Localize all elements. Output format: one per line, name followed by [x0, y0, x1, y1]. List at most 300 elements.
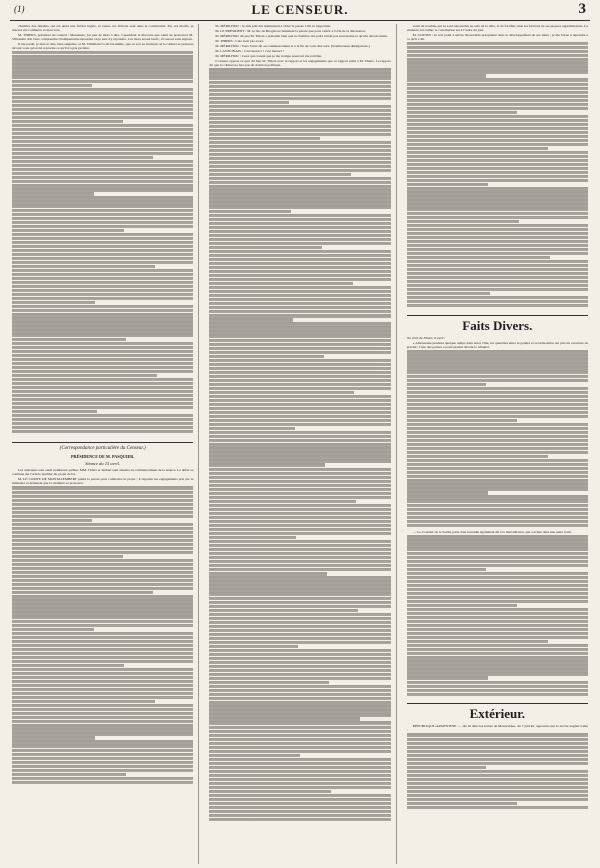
- text-line: [209, 185, 390, 188]
- text-line: [209, 367, 390, 370]
- text-line: [12, 620, 193, 623]
- text-line: [12, 152, 193, 155]
- text-line: [209, 713, 390, 716]
- text-line: [209, 290, 390, 293]
- text-line: [209, 153, 390, 156]
- text-line: [12, 523, 193, 526]
- text-line: [407, 802, 518, 805]
- text-line: [209, 250, 390, 253]
- text-line: [12, 418, 193, 421]
- text-line: [12, 253, 193, 256]
- text-line: [407, 628, 588, 631]
- text-line: [12, 204, 193, 207]
- text-line: [209, 286, 390, 289]
- text-block: [12, 486, 193, 786]
- text-line: [12, 595, 193, 598]
- text-line: [407, 512, 588, 515]
- text-line: [209, 407, 390, 410]
- text-line: [407, 742, 588, 745]
- text-line: [407, 539, 588, 542]
- text-line: [209, 129, 390, 132]
- text-line: [12, 386, 193, 389]
- text-line: [12, 265, 155, 268]
- text-line: [407, 50, 588, 53]
- text-line: [12, 495, 193, 498]
- text-line: [12, 249, 193, 252]
- text-line: [407, 83, 588, 86]
- text-line: [407, 135, 588, 138]
- text-line: [407, 443, 588, 446]
- text-line: [12, 761, 193, 764]
- text-line: [209, 278, 390, 281]
- text-line: [12, 196, 193, 199]
- text-line: [407, 236, 588, 239]
- text-line: [209, 681, 329, 684]
- text-line: [407, 423, 588, 426]
- text-line: [12, 168, 193, 171]
- text-line: [209, 641, 390, 644]
- text-line: [12, 555, 123, 558]
- text-line: [407, 455, 548, 458]
- text-line: [12, 777, 193, 780]
- text-line: [209, 314, 390, 317]
- text-line: [407, 451, 588, 454]
- text-line: [407, 576, 588, 579]
- text-line: [407, 195, 588, 198]
- text-line: [209, 778, 390, 781]
- text-line: [12, 728, 193, 731]
- text-line: [12, 700, 155, 703]
- text-line: [407, 778, 588, 781]
- text-line: [209, 568, 390, 571]
- text-line: [407, 483, 588, 486]
- text-line: [209, 564, 390, 567]
- text-line: [407, 280, 588, 283]
- text-line: [12, 144, 193, 147]
- text-line: [407, 499, 588, 502]
- text-line: [407, 612, 588, 615]
- text-line: [209, 762, 390, 765]
- text-line: [209, 774, 390, 777]
- text-line: [12, 398, 193, 401]
- text-line: [407, 399, 588, 402]
- text-line: [12, 213, 193, 216]
- text-line: [12, 394, 193, 397]
- text-line: [209, 431, 390, 434]
- text-line: [12, 229, 124, 232]
- text-line: [12, 724, 193, 727]
- column-right: [407, 24, 588, 864]
- text-line: [209, 415, 390, 418]
- column-middle: [209, 24, 396, 864]
- section-rule: [12, 442, 193, 443]
- text-line: [407, 660, 588, 663]
- text-line: [407, 572, 588, 575]
- text-line: [209, 572, 327, 575]
- text-line: [407, 383, 487, 386]
- text-line: [407, 143, 588, 146]
- text-line: [407, 644, 588, 647]
- text-line: [12, 233, 193, 236]
- text-line: [407, 268, 588, 271]
- article-paragraph: M. THIERS : Cela n'est pas exact.: [215, 39, 264, 44]
- text-line: [12, 527, 193, 530]
- text-line: [12, 664, 124, 667]
- article-paragraph: « Amoureuse pendant quelque temps dans notre ville, les querelles entre le gendre et sa belle-mère ont pris un caractère de gravité ; l'une des parties a porté plainte devant le tribunal.: [406, 341, 588, 350]
- text-line: [407, 491, 489, 494]
- text-line: [12, 696, 193, 699]
- text-line: [12, 765, 193, 768]
- article-paragraph: M. MÉRILHOU : Ceux qui croient que je me trompe pourront me rectifier.: [215, 54, 323, 59]
- text-line: [209, 157, 390, 160]
- text-line: [12, 374, 157, 377]
- text-line: [407, 248, 588, 251]
- text-line: [407, 547, 588, 550]
- text-line: [209, 89, 390, 92]
- text-line: [209, 347, 390, 350]
- text-line: [407, 608, 588, 611]
- text-line: [407, 203, 588, 206]
- text-line: [407, 46, 588, 49]
- text-line: [407, 131, 588, 134]
- text-line: [209, 419, 390, 422]
- text-line: [12, 688, 193, 691]
- text-line: [209, 504, 390, 507]
- text-line: [209, 230, 390, 233]
- text-line: [12, 531, 193, 534]
- article-paragraph: M. MÉRILHOU : Vous l'avez dit au commencement et à la fin de votre discours. (Nombreuses dénégations.): [215, 44, 370, 49]
- text-line: [209, 169, 390, 172]
- text-line: [209, 512, 390, 515]
- text-line: [407, 139, 588, 142]
- illegible-text: [209, 68, 390, 828]
- text-block: [407, 535, 588, 700]
- text-line: [12, 293, 193, 296]
- text-line: [209, 246, 321, 249]
- text-line: [209, 480, 390, 483]
- chamber-heading: PRÉSIDENCE DE M. PASQUIER.: [71, 454, 135, 460]
- text-line: [12, 188, 193, 191]
- text-line: [12, 773, 126, 776]
- illegible-text: [12, 486, 193, 786]
- text-line: [209, 584, 390, 587]
- text-line: [407, 556, 588, 559]
- article-paragraph: M. LE PRÉSIDENT : M. le duc de Broglie ne demande la parole que pour ouvrir à la fin de la discussion.: [215, 29, 366, 34]
- text-line: [209, 536, 296, 539]
- text-line: [407, 411, 588, 414]
- illegible-text: [12, 51, 193, 439]
- text-line: [12, 575, 193, 578]
- text-line: [12, 539, 193, 542]
- text-line: [12, 563, 193, 566]
- section-rule: [407, 703, 588, 704]
- text-line: [209, 222, 390, 225]
- text-line: [209, 447, 390, 450]
- text-line: [209, 173, 350, 176]
- text-line: [12, 366, 193, 369]
- section-rule: [407, 315, 588, 316]
- text-line: [407, 524, 588, 527]
- text-line: [12, 59, 193, 62]
- text-line: [407, 758, 588, 761]
- text-line: [209, 72, 390, 75]
- text-line: [209, 532, 390, 535]
- text-line: [12, 579, 193, 582]
- text-line: [12, 680, 193, 683]
- text-line: [407, 543, 588, 546]
- session-date: Séance du 15 avril.: [85, 461, 121, 467]
- text-line: [209, 528, 390, 531]
- text-line: [12, 712, 193, 715]
- text-line: [407, 487, 588, 490]
- text-line: [12, 370, 193, 373]
- text-line: [12, 583, 193, 586]
- text-line: [407, 419, 518, 422]
- text-line: [209, 633, 390, 636]
- text-line: [12, 124, 193, 127]
- dateline: On écrit de Nîmes, 9 avril :: [406, 336, 446, 341]
- text-line: [12, 108, 193, 111]
- text-line: [12, 241, 193, 244]
- text-line: [12, 176, 193, 179]
- text-line: [407, 167, 588, 170]
- text-line: [12, 221, 193, 224]
- text-line: [407, 123, 588, 126]
- text-line: [407, 91, 588, 94]
- text-line: [209, 605, 390, 608]
- text-line: [407, 58, 588, 61]
- text-line: [209, 750, 390, 753]
- text-line: [12, 503, 193, 506]
- text-line: [209, 266, 390, 269]
- text-line: [209, 814, 390, 817]
- text-line: [209, 226, 390, 229]
- illegible-text: [407, 733, 588, 813]
- text-line: [209, 516, 390, 519]
- text-line: [12, 426, 193, 429]
- text-line: [209, 613, 390, 616]
- text-line: [209, 730, 390, 733]
- text-line: [209, 746, 390, 749]
- text-line: [407, 163, 588, 166]
- text-line: [12, 84, 92, 87]
- text-line: [407, 552, 588, 555]
- text-line: [209, 806, 390, 809]
- text-line: [12, 285, 193, 288]
- text-line: [209, 383, 390, 386]
- text-line: [209, 721, 390, 724]
- text-line: [407, 260, 588, 263]
- text-line: [407, 74, 487, 77]
- text-line: [209, 697, 390, 700]
- text-line: [407, 379, 588, 382]
- text-line: [12, 237, 193, 240]
- exterieur-heading: Extérieur.: [469, 706, 526, 722]
- text-line: [209, 105, 390, 108]
- text-line: [407, 171, 588, 174]
- text-line: [407, 70, 588, 73]
- text-line: [407, 387, 588, 390]
- article-paragraph: M. LE COMTE DE MONTALEMBERT prend la parole pour combattre le projet ; il rappelle les engagements pris par le ministère et demande que la chambre se prononce.: [12, 477, 194, 486]
- text-line: [12, 511, 193, 514]
- text-line: [407, 159, 588, 162]
- text-line: [407, 276, 588, 279]
- text-line: [209, 653, 390, 656]
- text-line: [407, 207, 588, 210]
- masthead: LE CENSEUR.: [251, 2, 349, 17]
- text-line: [209, 665, 390, 668]
- text-line: [12, 261, 193, 264]
- text-line: [209, 726, 390, 729]
- text-line: [209, 85, 390, 88]
- column-left: [12, 24, 199, 864]
- text-line: [209, 97, 390, 100]
- text-line: [12, 519, 92, 522]
- text-line: [12, 342, 193, 345]
- text-line: [12, 486, 193, 489]
- text-line: [209, 375, 390, 378]
- text-line: [209, 705, 390, 708]
- text-line: [407, 600, 588, 603]
- text-line: [407, 689, 588, 692]
- text-line: [209, 508, 390, 511]
- text-line: [407, 292, 490, 295]
- text-line: [209, 766, 390, 769]
- text-line: [12, 692, 193, 695]
- text-line: [407, 648, 588, 651]
- text-line: [12, 644, 193, 647]
- text-line: [407, 798, 588, 801]
- text-line: [209, 758, 390, 761]
- text-line: [209, 609, 358, 612]
- text-line: [12, 615, 193, 618]
- text-line: [12, 333, 193, 336]
- text-line: [407, 604, 518, 607]
- text-line: [209, 689, 390, 692]
- text-line: [12, 422, 193, 425]
- text-line: [209, 145, 390, 148]
- text-line: [12, 551, 193, 554]
- text-line: [209, 193, 390, 196]
- text-line: [12, 587, 193, 590]
- illegible-text: [407, 535, 588, 700]
- text-line: [209, 709, 390, 712]
- text-line: [407, 220, 519, 223]
- text-line: [209, 133, 390, 136]
- text-line: [12, 753, 193, 756]
- text-line: [407, 300, 588, 303]
- text-line: [407, 288, 588, 291]
- text-line: [209, 459, 390, 462]
- text-line: [12, 358, 193, 361]
- text-line: [12, 281, 193, 284]
- text-line: [12, 684, 193, 687]
- text-line: [12, 112, 193, 115]
- text-line: [12, 92, 193, 95]
- text-line: [209, 802, 390, 805]
- text-line: [209, 177, 390, 180]
- text-line: [209, 592, 390, 595]
- text-line: [407, 439, 588, 442]
- text-line: [209, 552, 390, 555]
- text-line: [209, 189, 390, 192]
- text-line: [407, 370, 588, 373]
- text-line: [209, 294, 390, 297]
- text-line: [12, 51, 193, 54]
- text-line: [407, 252, 588, 255]
- text-line: [407, 175, 588, 178]
- text-line: [407, 103, 588, 106]
- text-line: [209, 210, 291, 213]
- text-line: [209, 113, 390, 116]
- page-header: [10, 2, 590, 21]
- text-line: [407, 111, 518, 114]
- text-line: [407, 179, 588, 182]
- article-paragraph: M. THIERS, président du conseil : Messieurs, j'ai peu de mots à dire. Cependant le discours que vient de prononcer M. Villemain doit faire comprendre l'indispensable nécessité où je suis d'y répondre. Ces mots seront brefs ; ils seront sans aigreur.: [12, 33, 194, 42]
- text-line: [407, 535, 588, 538]
- text-line: [407, 232, 588, 235]
- text-line: [407, 685, 588, 688]
- text-line: [209, 693, 390, 696]
- text-line: [209, 524, 390, 527]
- text-line: [12, 362, 193, 365]
- text-line: [407, 467, 588, 470]
- faits-divers-heading: Faits Divers.: [462, 318, 533, 334]
- text-line: [209, 810, 390, 813]
- text-line: [209, 754, 300, 757]
- text-line: [12, 325, 193, 328]
- article-paragraph: — Le Courrier de la Sarthe parle d'un incendie également dû à la malveillance, qui a éclaté dans une autre forêt.: [412, 530, 572, 535]
- text-line: [209, 355, 323, 358]
- text-line: [407, 693, 588, 696]
- text-line: [209, 218, 390, 221]
- text-line: [209, 161, 390, 164]
- page-number: 3: [578, 1, 586, 17]
- text-line: [407, 592, 588, 595]
- text-line: [209, 125, 390, 128]
- text-line: [12, 607, 193, 610]
- text-line: [209, 455, 390, 458]
- text-line: [12, 535, 193, 538]
- text-line: [12, 515, 193, 518]
- text-line: [407, 774, 588, 777]
- text-line: [407, 754, 588, 757]
- text-line: [209, 306, 390, 309]
- text-line: [407, 358, 588, 361]
- text-line: [12, 88, 193, 91]
- text-line: [12, 769, 193, 772]
- text-line: [12, 402, 193, 405]
- text-line: [209, 701, 390, 704]
- text-line: [12, 603, 193, 606]
- text-line: [407, 391, 588, 394]
- text-line: [12, 71, 193, 74]
- text-line: [12, 80, 193, 83]
- text-line: [12, 100, 193, 103]
- text-line: [407, 431, 588, 434]
- text-line: [209, 488, 390, 491]
- text-line: [209, 669, 390, 672]
- text-line: [12, 321, 193, 324]
- article-paragraph: L'orateur oppose ce qu'a dit hier M. Thiers avec le rapport et les engagements que ce rapport prête à M. Thiers. Le rapport dit que le cabinet ne fera pas de dotation politique.: [209, 59, 391, 68]
- text-line: [12, 128, 193, 131]
- text-line: [407, 127, 588, 130]
- text-line: [209, 201, 390, 204]
- text-line: [209, 580, 390, 583]
- text-line: [12, 611, 193, 614]
- text-line: [407, 415, 588, 418]
- text-line: [12, 116, 193, 119]
